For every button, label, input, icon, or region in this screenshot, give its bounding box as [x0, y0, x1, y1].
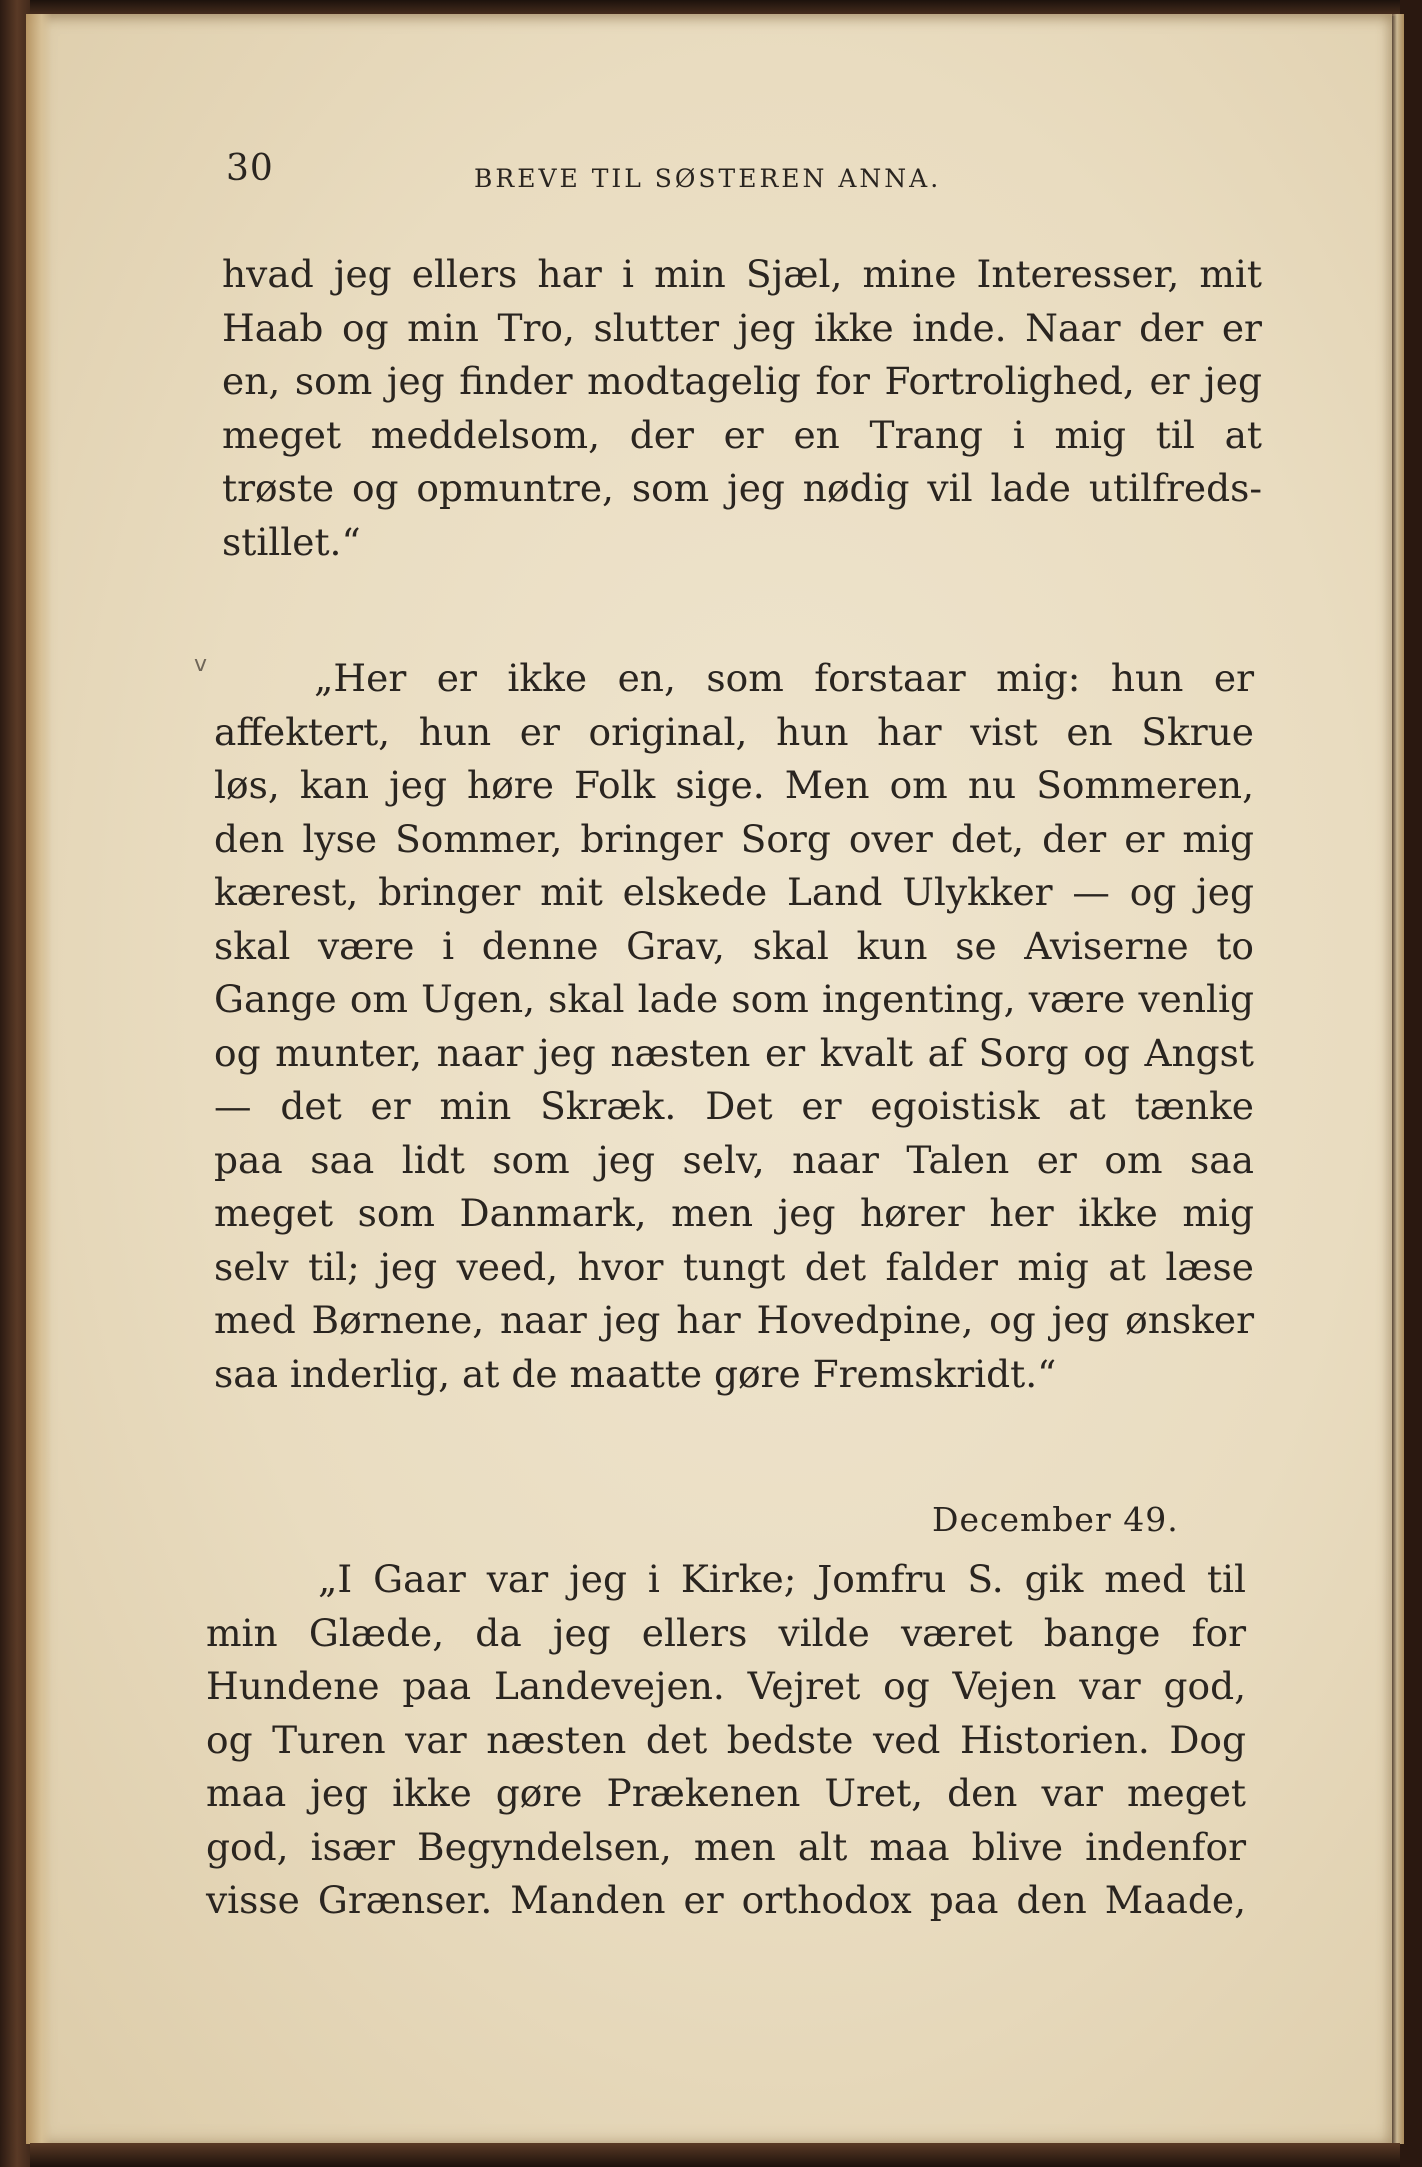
text-line: hvad jeg ellers har i min Sjæl, mine Interesser, mit: [222, 252, 1262, 296]
text-line: løs, kan jeg høre Folk sige. Men om nu Sommeren,: [214, 763, 1254, 807]
page-number: 30: [226, 148, 274, 189]
text-line: meget som Danmark, men jeg hører her ikke mig: [214, 1191, 1254, 1235]
text-line: Haab og min Tro, slutter jeg ikke inde. Naar der er: [222, 305, 1262, 350]
binding-bottom-edge: [30, 2143, 1400, 2167]
text-line: selv til; jeg veed, hvor tungt det falder mig at læse: [214, 1244, 1254, 1289]
text-line: stillet.“: [222, 519, 361, 564]
text-line: med Børnene, naar jeg har Hovedpine, og jeg ønsker: [214, 1298, 1254, 1342]
running-head: BREVE TIL SØSTEREN ANNA.: [474, 164, 942, 193]
text-line: — det er min Skræk. Det er egoistisk at tænke: [214, 1084, 1254, 1128]
text-line: affektert, hun er original, hun har vist en Skrue: [214, 709, 1254, 754]
page-gutter: [26, 14, 52, 2144]
text-line: trøste og opmuntre, som jeg nødig vil lade utilfreds-: [222, 466, 1262, 510]
margin-pencil-mark: v: [194, 652, 208, 677]
paragraph-3: [206, 1553, 1246, 1928]
text-line: og munter, naar jeg næsten er kvalt af Sorg og Angst: [214, 1030, 1254, 1075]
text-line: og Turen var næsten det bedste ved Historien. Dog: [206, 1717, 1246, 1762]
page-header: [226, 148, 1266, 198]
page-right-edge: [1390, 14, 1404, 2144]
text-line: „Her er ikke en, som forstaar mig: hun er: [314, 656, 1254, 700]
text-line: Hundene paa Landevejen. Vejret og Vejen var god,: [206, 1664, 1246, 1708]
text-line: maa jeg ikke gøre Prækenen Uret, den var meget: [206, 1771, 1246, 1815]
text-line: „I Gaar var jeg i Kirke; Jomfru S. gik med til: [318, 1557, 1246, 1601]
text-line: saa inderlig, at de maatte gøre Fremskridt.“: [214, 1351, 1057, 1396]
text-line: Gange om Ugen, skal lade som ingenting, være venlig: [214, 977, 1254, 1021]
text-line: kærest, bringer mit elskede Land Ulykker — og jeg: [214, 870, 1254, 914]
text-line: min Glæde, da jeg ellers vilde været bange for: [206, 1610, 1246, 1655]
text-line: den lyse Sommer, bringer Sorg over det, der er mig: [214, 816, 1254, 861]
text-line: paa saa lidt som jeg selv, naar Talen er om saa: [214, 1137, 1254, 1182]
text-line: visse Grænser. Manden er orthodox paa den Maade,: [206, 1878, 1246, 1922]
text-line: skal være i denne Grav, skal kun se Aviserne to: [214, 923, 1254, 968]
text-line: en, som jeg finder modtagelig for Fortrolighed, er jeg: [222, 359, 1262, 403]
paragraph-1: [222, 248, 1262, 569]
text-line: meget meddelsom, der er en Trang i mig til at: [222, 412, 1262, 457]
paragraph-2: [214, 652, 1254, 1401]
text-line: god, især Begyndelsen, men alt maa blive indenfor: [206, 1824, 1246, 1869]
date-heading: December 49.: [932, 1500, 1179, 1539]
